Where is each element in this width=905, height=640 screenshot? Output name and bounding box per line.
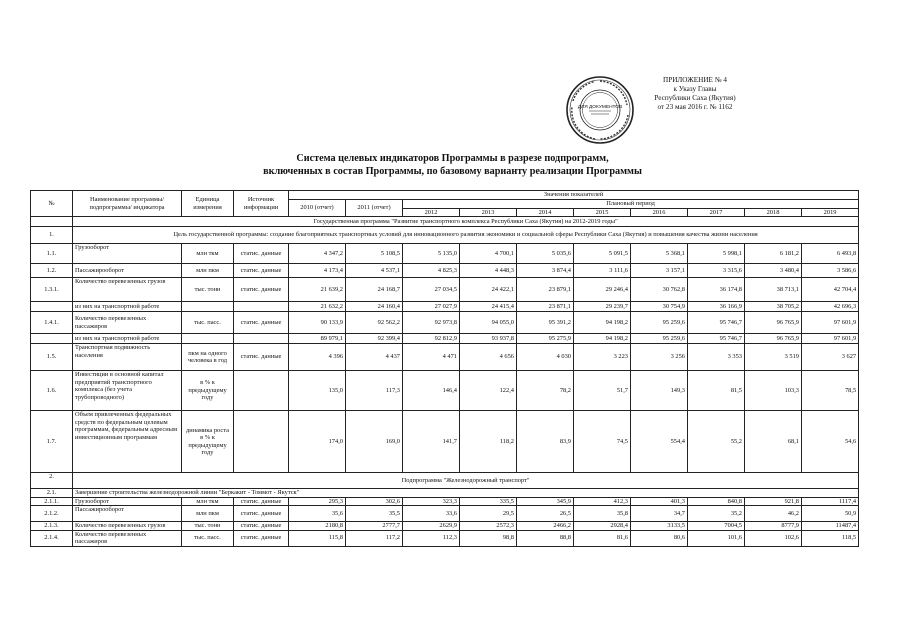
- row-name: Грузооборот: [73, 497, 182, 506]
- row-value: 94 198,2: [574, 312, 631, 334]
- row-value: 95 259,6: [631, 312, 688, 334]
- table-row: [31, 264, 859, 278]
- table-row: [31, 371, 859, 411]
- sub-goal-text: Завершение строительства железнодорожной линии "Беркакит - Томмот - Якутск": [73, 489, 859, 498]
- row-value: 5 035,6: [517, 244, 574, 264]
- row-unit: тыс. тонн: [182, 522, 234, 531]
- row-value: 81,5: [688, 371, 745, 411]
- row-source: статис. данные: [234, 530, 289, 546]
- row-value: 55,2: [688, 411, 745, 473]
- row-value: 36 166,9: [688, 302, 745, 312]
- row-value: 90 133,9: [289, 312, 346, 334]
- table-row: [31, 312, 859, 334]
- row-value: 118,2: [460, 411, 517, 473]
- row-value: 4 471: [403, 344, 460, 371]
- row-value: 4 030: [517, 344, 574, 371]
- row-name: Пассажирооборот: [73, 264, 182, 278]
- row-value: 3 519: [745, 344, 802, 371]
- appendix-line: Республики Саха (Якутия): [654, 94, 736, 102]
- row-value: 42 696,3: [802, 302, 859, 312]
- row-value: 92 973,8: [403, 312, 460, 334]
- row-value: 2629,9: [403, 522, 460, 531]
- row-name: Инвестиции в основной капитал предприятий транспортного комплекса (без учета трубопроводного): [73, 371, 182, 411]
- row-value: 23 871,1: [517, 302, 574, 312]
- row-value: 81,6: [574, 530, 631, 546]
- table-row: [31, 244, 859, 264]
- row-value: 26,5: [517, 506, 574, 522]
- row-name: Грузооборот: [73, 244, 182, 264]
- row-value: 3 111,6: [574, 264, 631, 278]
- row-value: 4 825,3: [403, 264, 460, 278]
- header-year: 2014: [517, 208, 574, 217]
- row-num: 2.1.2.: [31, 506, 73, 522]
- row-value: 4 656: [460, 344, 517, 371]
- row-source: [234, 411, 289, 473]
- row-value: 3133,5: [631, 522, 688, 531]
- row-source: статис. данные: [234, 244, 289, 264]
- title-line: включенных в состав Программы, по базовому варианту реализации Программы: [263, 165, 642, 177]
- row-name: Количество перевезенных пассажиров: [73, 312, 182, 334]
- row-value: 8777,9: [745, 522, 802, 531]
- row-num: 1.2.: [31, 264, 73, 278]
- row-value: 35,2: [688, 506, 745, 522]
- row-value: 94 198,2: [574, 334, 631, 344]
- row-name: Количество перевезенных пассажиров: [73, 530, 182, 546]
- row-unit: млн ткм: [182, 244, 234, 264]
- indicators-table: [30, 190, 859, 547]
- row-value: 51,7: [574, 371, 631, 411]
- row-value: 146,4: [403, 371, 460, 411]
- table-row: [31, 302, 859, 312]
- row-value: 92 399,4: [346, 334, 403, 344]
- row-value: 97 601,9: [802, 312, 859, 334]
- row-value: 3 627: [802, 344, 859, 371]
- row-num: [31, 302, 73, 312]
- goal-num: 1.: [31, 227, 73, 244]
- row-unit: тыс. пасс.: [182, 312, 234, 334]
- row-value: 103,3: [745, 371, 802, 411]
- row-value: 95 746,7: [688, 334, 745, 344]
- row-value: 27 034,5: [403, 278, 460, 302]
- row-value: 36 174,8: [688, 278, 745, 302]
- table-row: [31, 506, 859, 522]
- row-value: 3 874,4: [517, 264, 574, 278]
- row-name: Пассажирооборот: [73, 506, 182, 522]
- row-num: 1.4.1.: [31, 312, 73, 334]
- header-plan: Плановый период: [403, 200, 859, 209]
- row-value: 7004,5: [688, 522, 745, 531]
- row-value: 2180,8: [289, 522, 346, 531]
- row-value: 3 256: [631, 344, 688, 371]
- row-value: 35,6: [289, 506, 346, 522]
- row-value: 88,8: [517, 530, 574, 546]
- row-num: 1.5.: [31, 344, 73, 371]
- row-value: 38 713,1: [745, 278, 802, 302]
- row-value: 4 437: [346, 344, 403, 371]
- row-value: 5 108,5: [346, 244, 403, 264]
- row-value: 24 415,4: [460, 302, 517, 312]
- row-value: 46,2: [745, 506, 802, 522]
- row-value: 118,5: [802, 530, 859, 546]
- row-value: 169,0: [346, 411, 403, 473]
- row-source: статис. данные: [234, 497, 289, 506]
- row-value: 96 765,9: [745, 312, 802, 334]
- row-value: 295,3: [289, 497, 346, 506]
- row-value: 117,3: [346, 371, 403, 411]
- header-year: 2012: [403, 208, 460, 217]
- row-value: 4 396: [289, 344, 346, 371]
- sub-goal-num: 2.1.: [31, 489, 73, 498]
- row-value: 98,8: [460, 530, 517, 546]
- row-value: 840,8: [688, 497, 745, 506]
- row-value: 4 173,4: [289, 264, 346, 278]
- header-2011: 2011 (отчет): [346, 200, 403, 217]
- row-value: 5 368,1: [631, 244, 688, 264]
- row-name: Количество перевезенных грузов: [73, 278, 182, 302]
- row-value: 2928,4: [574, 522, 631, 531]
- row-num: 1.7.: [31, 411, 73, 473]
- row-source: статис. данные: [234, 278, 289, 302]
- row-value: 6 493,8: [802, 244, 859, 264]
- row-value: 95 391,2: [517, 312, 574, 334]
- table-row: [31, 530, 859, 546]
- row-value: 11487,4: [802, 522, 859, 531]
- header-year: 2018: [745, 208, 802, 217]
- row-value: 335,5: [460, 497, 517, 506]
- row-value: 921,8: [745, 497, 802, 506]
- row-unit: млн ткм: [182, 497, 234, 506]
- row-num: [31, 334, 73, 344]
- appendix-line: к Указу Главы: [673, 85, 717, 93]
- row-name: Количество перевезенных грузов: [73, 522, 182, 531]
- row-value: 83,9: [517, 411, 574, 473]
- table-row: [31, 411, 859, 473]
- row-unit: млн пкм: [182, 506, 234, 522]
- appendix-line: от 23 мая 2016 г. № 1162: [657, 103, 733, 111]
- row-unit: динамика роста в % к предыдущему году: [182, 411, 234, 473]
- row-value: 101,6: [688, 530, 745, 546]
- appendix-header: [640, 76, 750, 112]
- row-value: 92 812,9: [403, 334, 460, 344]
- row-value: 1117,4: [802, 497, 859, 506]
- table-row: [31, 334, 859, 344]
- row-value: 302,6: [346, 497, 403, 506]
- row-value: 174,0: [289, 411, 346, 473]
- row-value: 95 259,6: [631, 334, 688, 344]
- row-value: 4 537,1: [346, 264, 403, 278]
- header-unit: Единица измерения: [182, 191, 234, 217]
- row-value: 135,0: [289, 371, 346, 411]
- row-source: [234, 371, 289, 411]
- row-value: 3 223: [574, 344, 631, 371]
- row-num: 1.3.1.: [31, 278, 73, 302]
- table-row: [31, 522, 859, 531]
- row-value: 92 562,2: [346, 312, 403, 334]
- goal-text: Цель государственной программы: создание благоприятных транспортных условий для инновационного развития экономики и социальной сферы Республики Саха (Якутия) и повышения качества жизни населения: [73, 227, 859, 244]
- row-value: 21 639,2: [289, 278, 346, 302]
- row-value: 33,6: [403, 506, 460, 522]
- row-source: статис. данные: [234, 312, 289, 334]
- row-name: из них на транспортной работе: [73, 302, 182, 312]
- row-value: 554,4: [631, 411, 688, 473]
- row-unit: млн пкм: [182, 264, 234, 278]
- row-unit: [182, 334, 234, 344]
- seal-center-text: ДЛЯ ДОКУМЕНТОВ: [577, 105, 623, 110]
- row-value: 5 091,5: [574, 244, 631, 264]
- row-source: статис. данные: [234, 344, 289, 371]
- row-value: 96 765,9: [745, 334, 802, 344]
- row-value: 97 601,9: [802, 334, 859, 344]
- header-year: 2017: [688, 208, 745, 217]
- row-value: 2777,7: [346, 522, 403, 531]
- row-value: 24 168,7: [346, 278, 403, 302]
- row-value: 5 998,1: [688, 244, 745, 264]
- row-value: 74,5: [574, 411, 631, 473]
- row-value: 149,3: [631, 371, 688, 411]
- row-value: 94 055,0: [460, 312, 517, 334]
- row-source: [234, 302, 289, 312]
- sub-num: 2.: [31, 473, 73, 489]
- header-num: №: [31, 191, 73, 217]
- document-title: [0, 153, 905, 178]
- row-num: 2.1.3.: [31, 522, 73, 531]
- row-value: 80,6: [631, 530, 688, 546]
- row-value: 34,7: [631, 506, 688, 522]
- row-value: 141,7: [403, 411, 460, 473]
- row-value: 3 353: [688, 344, 745, 371]
- row-value: 54,6: [802, 411, 859, 473]
- row-value: 115,8: [289, 530, 346, 546]
- row-source: [234, 334, 289, 344]
- row-value: 89 979,1: [289, 334, 346, 344]
- row-unit: тыс. тонн: [182, 278, 234, 302]
- row-value: 29 246,4: [574, 278, 631, 302]
- official-seal: [565, 75, 635, 145]
- row-unit: [182, 302, 234, 312]
- row-value: 95 746,7: [688, 312, 745, 334]
- row-value: 78,5: [802, 371, 859, 411]
- row-value: 412,3: [574, 497, 631, 506]
- title-line: Система целевых индикаторов Программы в разрезе подпрограмм,: [296, 153, 609, 164]
- row-value: 6 181,2: [745, 244, 802, 264]
- row-value: 3 586,6: [802, 264, 859, 278]
- row-value: 35,8: [574, 506, 631, 522]
- row-value: 35,5: [346, 506, 403, 522]
- row-value: 23 879,1: [517, 278, 574, 302]
- row-value: 42 704,4: [802, 278, 859, 302]
- row-source: статис. данные: [234, 506, 289, 522]
- row-value: 93 937,8: [460, 334, 517, 344]
- table-row: [31, 278, 859, 302]
- header-source: Источник информации: [234, 191, 289, 217]
- row-unit: тыс. пасс.: [182, 530, 234, 546]
- row-num: 2.1.4.: [31, 530, 73, 546]
- header-year: 2016: [631, 208, 688, 217]
- row-value: 29 239,7: [574, 302, 631, 312]
- row-value: 50,9: [802, 506, 859, 522]
- program-row: Государственная программа "Развитие транспортного комплекса Республики Саха (Якутия) на 2012-2019 годы": [73, 217, 859, 227]
- row-num: 1.1.: [31, 244, 73, 264]
- row-value: 112,3: [403, 530, 460, 546]
- row-value: 122,4: [460, 371, 517, 411]
- row-value: 117,2: [346, 530, 403, 546]
- row-num: 2.1.1.: [31, 497, 73, 506]
- row-value: 24 422,1: [460, 278, 517, 302]
- row-unit: пкм на одного человека в год: [182, 344, 234, 371]
- header-year: 2019: [802, 208, 859, 217]
- row-value: 3 480,4: [745, 264, 802, 278]
- row-value: 102,6: [745, 530, 802, 546]
- row-value: 30 762,8: [631, 278, 688, 302]
- header-year: 2013: [460, 208, 517, 217]
- row-value: 323,3: [403, 497, 460, 506]
- row-value: 5 135,0: [403, 244, 460, 264]
- table-row: [31, 497, 859, 506]
- row-name: Транспортная подвижность населения: [73, 344, 182, 371]
- header-2010: 2010 (отчет): [289, 200, 346, 217]
- row-value: 21 632,2: [289, 302, 346, 312]
- row-value: 4 700,1: [460, 244, 517, 264]
- row-name: из них на транспортной работе: [73, 334, 182, 344]
- row-value: 345,9: [517, 497, 574, 506]
- header-name: Наименование программы/ подпрограммы/ индикатора: [73, 191, 182, 217]
- row-value: 78,2: [517, 371, 574, 411]
- row-value: 29,5: [460, 506, 517, 522]
- row-value: 95 275,9: [517, 334, 574, 344]
- row-value: 24 160,4: [346, 302, 403, 312]
- row-name: Объем привлеченных федеральных средств по федеральным целевым программам, федеральным адресным инвестиционным программам: [73, 411, 182, 473]
- row-value: 4 448,3: [460, 264, 517, 278]
- row-source: статис. данные: [234, 264, 289, 278]
- sub-title: Подпрограмма "Железнодорожный транспорт": [73, 473, 859, 489]
- row-value: 30 754,9: [631, 302, 688, 312]
- row-num: 1.6.: [31, 371, 73, 411]
- row-value: 38 705,2: [745, 302, 802, 312]
- row-value: 3 315,6: [688, 264, 745, 278]
- header-year: 2015: [574, 208, 631, 217]
- row-value: 2572,3: [460, 522, 517, 531]
- row-value: 2466,2: [517, 522, 574, 531]
- table-row: [31, 344, 859, 371]
- row-value: 4 347,2: [289, 244, 346, 264]
- row-value: 3 157,1: [631, 264, 688, 278]
- appendix-line: ПРИЛОЖЕНИЕ № 4: [663, 76, 727, 84]
- row-source: статис. данные: [234, 522, 289, 531]
- row-value: 27 027,9: [403, 302, 460, 312]
- row-value: 401,3: [631, 497, 688, 506]
- header-values: Значения показателей: [289, 191, 859, 200]
- row-unit: в % к предыдущему году: [182, 371, 234, 411]
- row-value: 68,1: [745, 411, 802, 473]
